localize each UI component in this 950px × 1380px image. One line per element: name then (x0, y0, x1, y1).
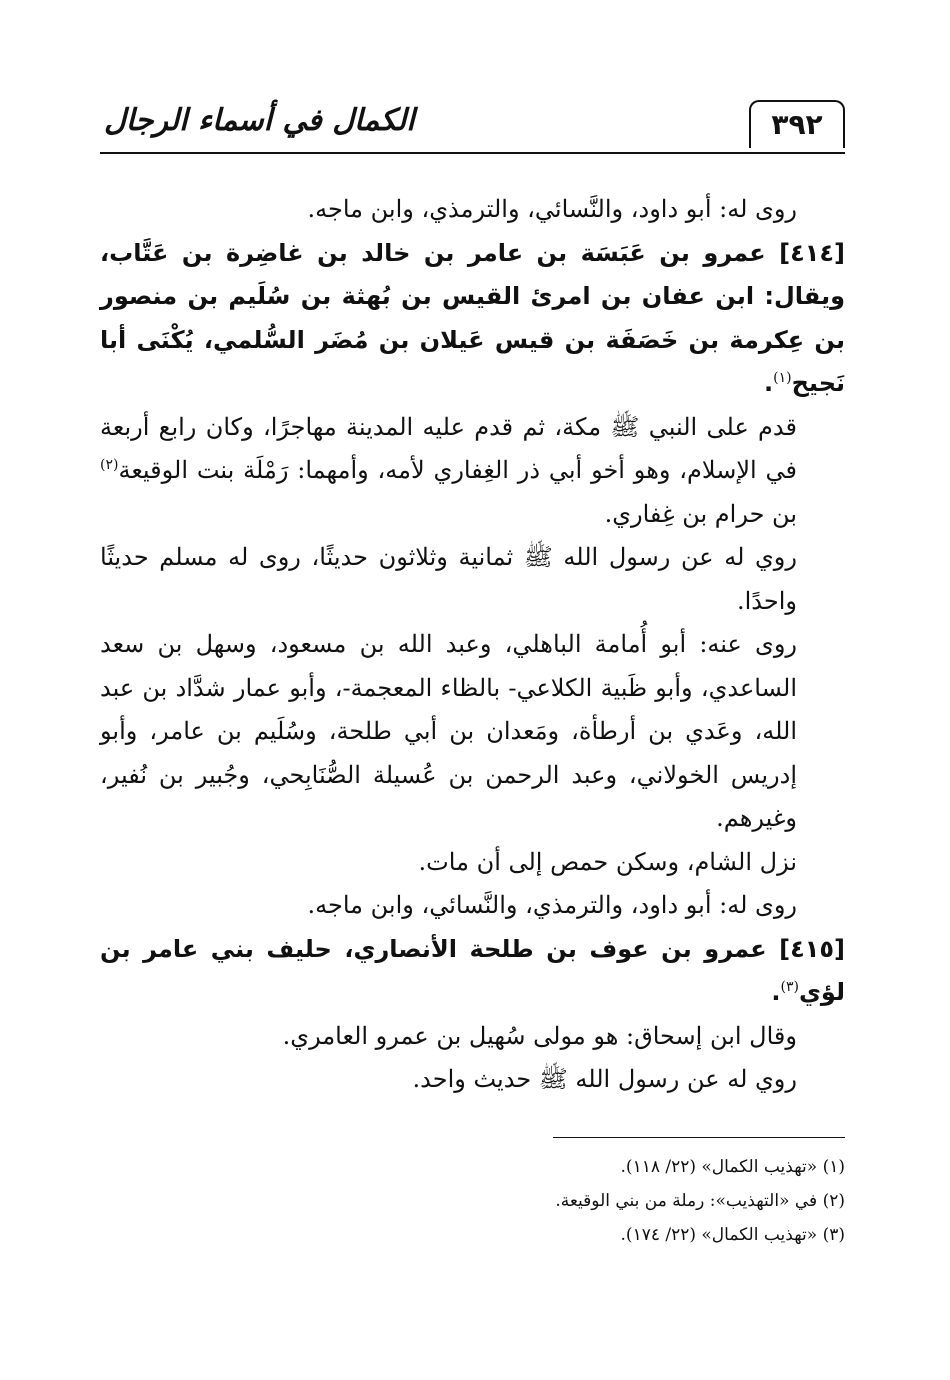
main-text (100, 188, 845, 1102)
paragraph-text: روي له عن رسول الله ﷺ حديث واحد. (412, 1065, 797, 1093)
footnote: (١) «تهذيب الكمال» (٢٢/ ١١٨). (620, 1157, 845, 1177)
footnote-separator (553, 1137, 845, 1138)
entry-heading-text: [٤١٥] عمرو بن عوف بن طلحة الأنصاري، حليف بني عامر بن لؤي (100, 934, 845, 1006)
header-rule (100, 152, 845, 154)
footnote: (٢) في «التهذيب»: رملة من بني الوقيعة. (555, 1191, 845, 1211)
paragraph (100, 188, 845, 232)
footnote-ref: (٣) (780, 979, 799, 995)
paragraph-text: بن حرام بن غِفاري. (604, 499, 797, 528)
paragraph-text: روى له: أبو داود، والترمذي، والنَّسائي، وابن ماجه. (307, 891, 797, 919)
entry-heading-414 (100, 232, 845, 406)
entry-heading-end: . (764, 369, 774, 397)
footnotes (100, 1150, 845, 1252)
paragraph (100, 1015, 845, 1059)
paragraph (100, 1058, 845, 1102)
page-number: ٣٩٢ (749, 100, 845, 148)
entry-heading-text: [٤١٤] عمرو بن عَبَسَة بن عامر بن خالد بن غاضِرة بن عَتَّاب، ويقال: ابن عفان بن امرئ القيس بن بُهثة بن سُلَيم بن منصور بن عِكرمة بن خَصَفَة بن قيس عَيلان بن مُضَر السُّلمي، يُكْنَى أبا نَجيح (100, 238, 845, 397)
paragraph (100, 623, 845, 841)
paragraph-text: روى له: أبو داود، والنَّسائي، والترمذي، وابن ماجه. (307, 195, 797, 223)
paragraph (100, 536, 845, 623)
paragraph-text: روي له عن رسول الله ﷺ ثمانية وثلاثون حديثًا، روى له مسلم حديثًا واحدًا. (100, 543, 797, 615)
paragraph (100, 841, 845, 885)
book-title: الكمال في أسماء الرجال (104, 103, 415, 138)
entry-heading-end: . (771, 978, 781, 1006)
paragraph-text: قدم على النبي ﷺ مكة، ثم قدم عليه المدينة مهاجرًا، وكان رابع أربعة في الإسلام، وهو أخو أبي ذر الغِفاري لأمه، وأمهما: رَمْلَة بنت الوقيعة (100, 412, 797, 484)
paragraph-text: نزل الشام، وسكن حمص إلى أن مات. (418, 847, 797, 876)
paragraph (100, 884, 845, 928)
entry-heading-415 (100, 928, 845, 1015)
footnote: (٣) «تهذيب الكمال» (٢٢/ ١٧٤). (620, 1225, 845, 1245)
page-header (100, 92, 845, 154)
footnote-ref: (١) (773, 370, 792, 386)
footnote-ref: (٢) (100, 457, 119, 473)
paragraph-text: روى عنه: أبو أُمامة الباهلي، وعبد الله بن مسعود، وسهل بن سعد الساعدي، وأبو ظَبية الكلاعي- بالظاء المعجمة-، وأبو عمار شدَّاد بن عبد الله، وعَدي بن أرطأة، ومَعدان بن أبي طلحة، وسُلَيم بن عامر، وأبو إدريس الخولاني، وعبد الرحمن بن عُسيلة الصُّنَابِحي، وجُبير بن نُفير، وغيرهم. (100, 630, 798, 832)
paragraph (100, 406, 845, 537)
paragraph-text: وقال ابن إسحاق: هو مولى سُهيل بن عمرو العامري. (282, 1021, 797, 1050)
